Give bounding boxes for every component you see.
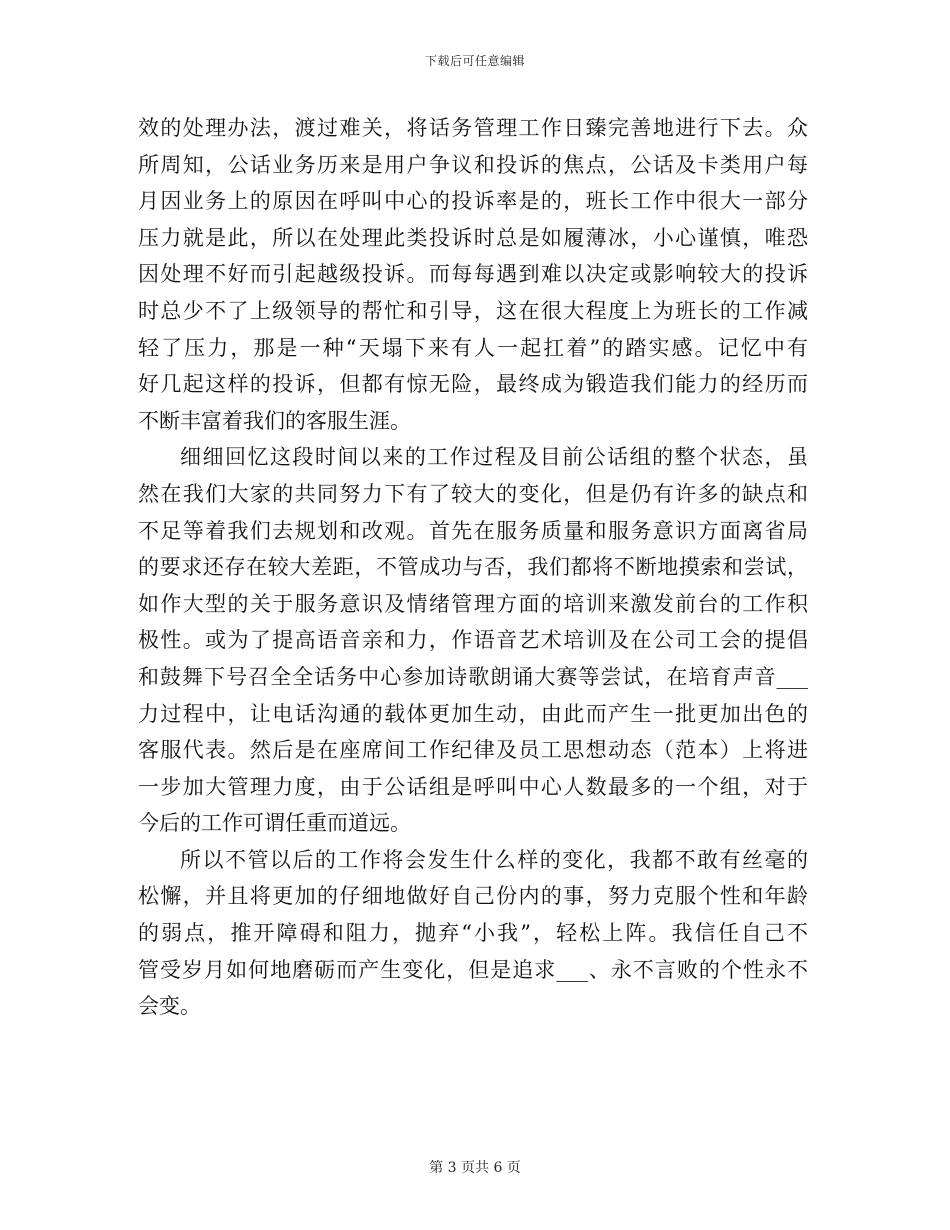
text-line: 管受岁月如何地磨砺而产生变化，但是追求___、永不言败的个性永不 [138, 957, 808, 982]
text-line: 的要求还存在较大差距，不管成功与否，我们都将不断地摸索和尝试， [138, 555, 808, 580]
text-line: 月因业务上的原因在呼叫中心的投诉率是的，班长工作中很大一部分 [138, 189, 808, 214]
paragraph-2 [138, 439, 808, 842]
text-line: 压力就是此，所以在处理此类投诉时总是如履薄冰，小心谨慎，唯恐 [138, 225, 808, 250]
text-line: 不断丰富着我们的客服生涯。 [138, 408, 411, 433]
text-line: 和鼓舞下号召全全话务中心参加诗歌朗诵大赛等尝试，在培育声音___ [138, 664, 808, 689]
page-header: 下载后可任意编辑 [424, 54, 525, 68]
text-line: 所周知，公话业务历来是用户争议和投诉的焦点，公话及卡类用户每 [138, 152, 808, 177]
text-line: 的弱点，推开障碍和阻力，抛弃“小我”，轻松上阵。我信任自己不 [138, 921, 808, 946]
text-line: 效的处理办法，渡过难关，将话务管理工作日臻完善地进行下去。众 [138, 116, 808, 140]
text-line: 不足等着我们去规划和改观。首先在服务质量和服务意识方面离省局 [138, 518, 808, 543]
text-line: 因处理不好而引起越级投诉。而每每遇到难以决定或影响较大的投诉 [138, 262, 808, 287]
page-footer: 第 3 页共 6 页 [429, 1160, 521, 1176]
text-line: 力过程中，让电话沟通的载体更加生动，由此而产生一批更加出色的 [138, 701, 808, 726]
text-line: 会变。 [138, 994, 201, 1019]
text-line: 然在我们大家的共同努力下有了较大的变化，但是仍有许多的缺点和 [138, 481, 808, 506]
paragraph-1 [138, 110, 808, 439]
text-line: 松懈，并且将更加的仔细地做好自己份内的事，努力克服个性和年龄 [138, 884, 808, 909]
paragraph-3 [138, 842, 808, 1025]
text-line: 如作大型的关于服务意识及情绪管理方面的培训来激发前台的工作积 [138, 591, 808, 616]
text-line: 细细回忆这段时间以来的工作过程及目前公话组的整个状态，虽 [180, 445, 808, 470]
document-body [138, 110, 808, 1025]
text-line: 极性。或为了提高语音亲和力，作语音艺术培训及在公司工会的提倡 [138, 628, 808, 653]
text-line: 一步加大管理力度，由于公话组是呼叫中心人数最多的一个组，对于 [138, 774, 808, 799]
text-line: 时总少不了上级领导的帮忙和引导，这在很大程度上为班长的工作减 [138, 298, 808, 323]
text-line: 客服代表。然后是在座席间工作纪律及员工思想动态（范本）上将进 [138, 738, 808, 763]
text-line: 今后的工作可谓任重而道远。 [138, 811, 411, 836]
text-line: 所以不管以后的工作将会发生什么样的变化，我都不敢有丝毫的 [180, 847, 808, 872]
text-line: 轻了压力，那是一种“天塌下来有人一起扛着”的踏实感。记忆中有 [138, 335, 808, 360]
text-line: 好几起这样的投诉，但都有惊无险，最终成为锻造我们能力的经历而 [138, 372, 808, 397]
